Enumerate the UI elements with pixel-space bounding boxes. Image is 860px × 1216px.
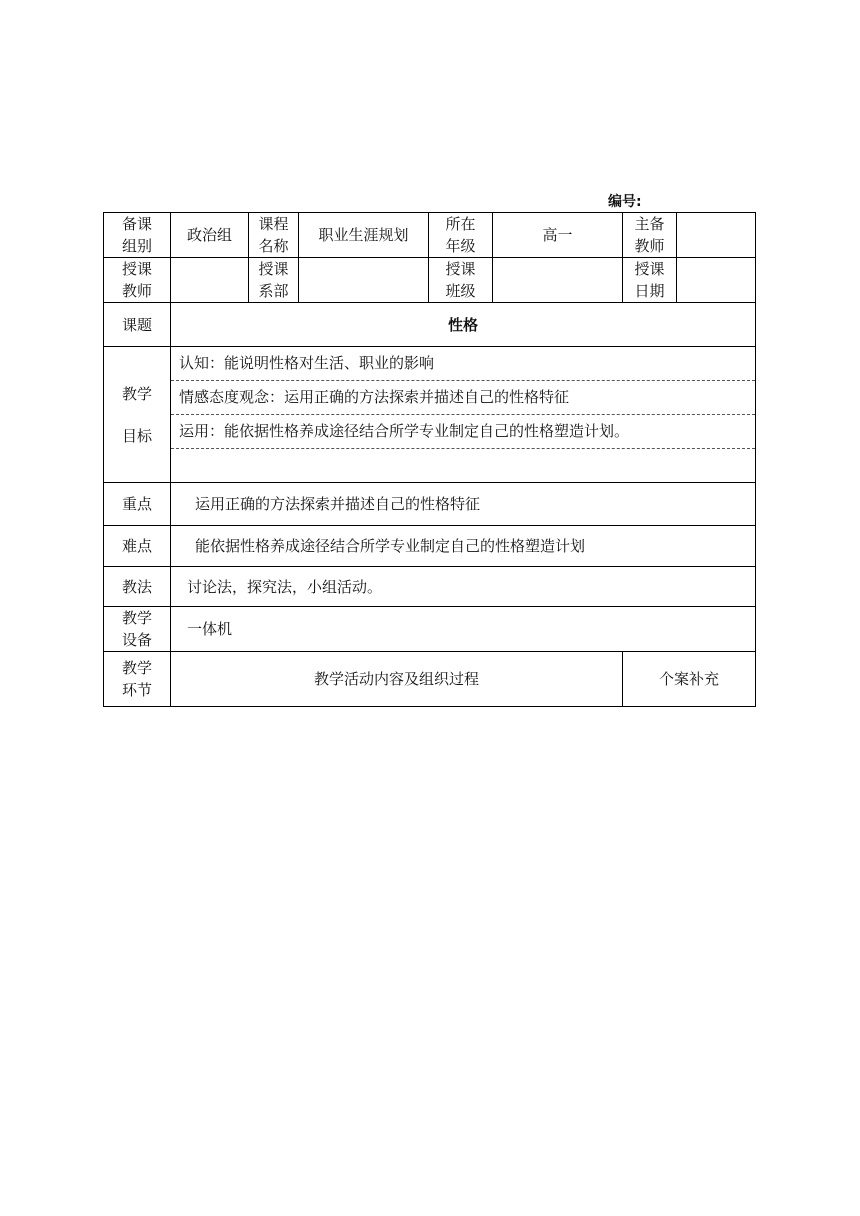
document-code-label: 编号: bbox=[608, 194, 642, 210]
equipment-value: 一体机 bbox=[171, 607, 756, 652]
department-value bbox=[299, 258, 429, 303]
difficulty-row bbox=[104, 526, 756, 567]
class-value bbox=[493, 258, 623, 303]
goal-application: 运用：能依据性格养成途径结合所学专业制定自己的性格塑造计划。 bbox=[171, 415, 755, 449]
goals-row bbox=[104, 347, 756, 483]
lead-teacher-label: 主备 教师 bbox=[623, 213, 677, 258]
teacher-value bbox=[171, 258, 249, 303]
goals-list bbox=[171, 347, 756, 483]
goal-blank bbox=[171, 449, 755, 482]
topic-row bbox=[104, 303, 756, 347]
process-content-header: 教学活动内容及组织过程 bbox=[171, 652, 623, 707]
key-point-value: 运用正确的方法探索并描述自己的性格特征 bbox=[171, 483, 756, 526]
prep-group-label: 备课 组别 bbox=[104, 213, 171, 258]
process-label: 教学 环节 bbox=[104, 652, 171, 707]
method-row bbox=[104, 567, 756, 607]
lesson-plan-table bbox=[103, 212, 756, 707]
goals-label: 教学 目标 bbox=[104, 347, 171, 483]
key-point-row bbox=[104, 483, 756, 526]
process-supplement-header: 个案补充 bbox=[623, 652, 756, 707]
class-label: 授课 班级 bbox=[429, 258, 493, 303]
topic-title: 性格 bbox=[171, 303, 756, 347]
prep-group-value: 政治组 bbox=[171, 213, 249, 258]
teacher-label: 授课 教师 bbox=[104, 258, 171, 303]
difficulty-label: 难点 bbox=[104, 526, 171, 567]
method-value: 讨论法，探究法，小组活动。 bbox=[171, 567, 756, 607]
lead-teacher-value bbox=[677, 213, 756, 258]
date-label: 授课 日期 bbox=[623, 258, 677, 303]
department-label: 授课 系部 bbox=[249, 258, 299, 303]
date-value bbox=[677, 258, 756, 303]
process-header-row bbox=[104, 652, 756, 707]
goal-cognitive: 认知：能说明性格对生活、职业的影响 bbox=[171, 347, 755, 381]
goal-attitude: 情感态度观念：运用正确的方法探索并描述自己的性格特征 bbox=[171, 381, 755, 415]
info-row-2 bbox=[104, 258, 756, 303]
method-label: 教法 bbox=[104, 567, 171, 607]
info-row-1 bbox=[104, 213, 756, 258]
course-name-label: 课程 名称 bbox=[249, 213, 299, 258]
difficulty-value: 能依据性格养成途径结合所学专业制定自己的性格塑造计划 bbox=[171, 526, 756, 567]
topic-label: 课题 bbox=[104, 303, 171, 347]
grade-value: 高一 bbox=[493, 213, 623, 258]
grade-label: 所在 年级 bbox=[429, 213, 493, 258]
course-name-value: 职业生涯规划 bbox=[299, 213, 429, 258]
equipment-row bbox=[104, 607, 756, 652]
key-point-label: 重点 bbox=[104, 483, 171, 526]
equipment-label: 教学 设备 bbox=[104, 607, 171, 652]
